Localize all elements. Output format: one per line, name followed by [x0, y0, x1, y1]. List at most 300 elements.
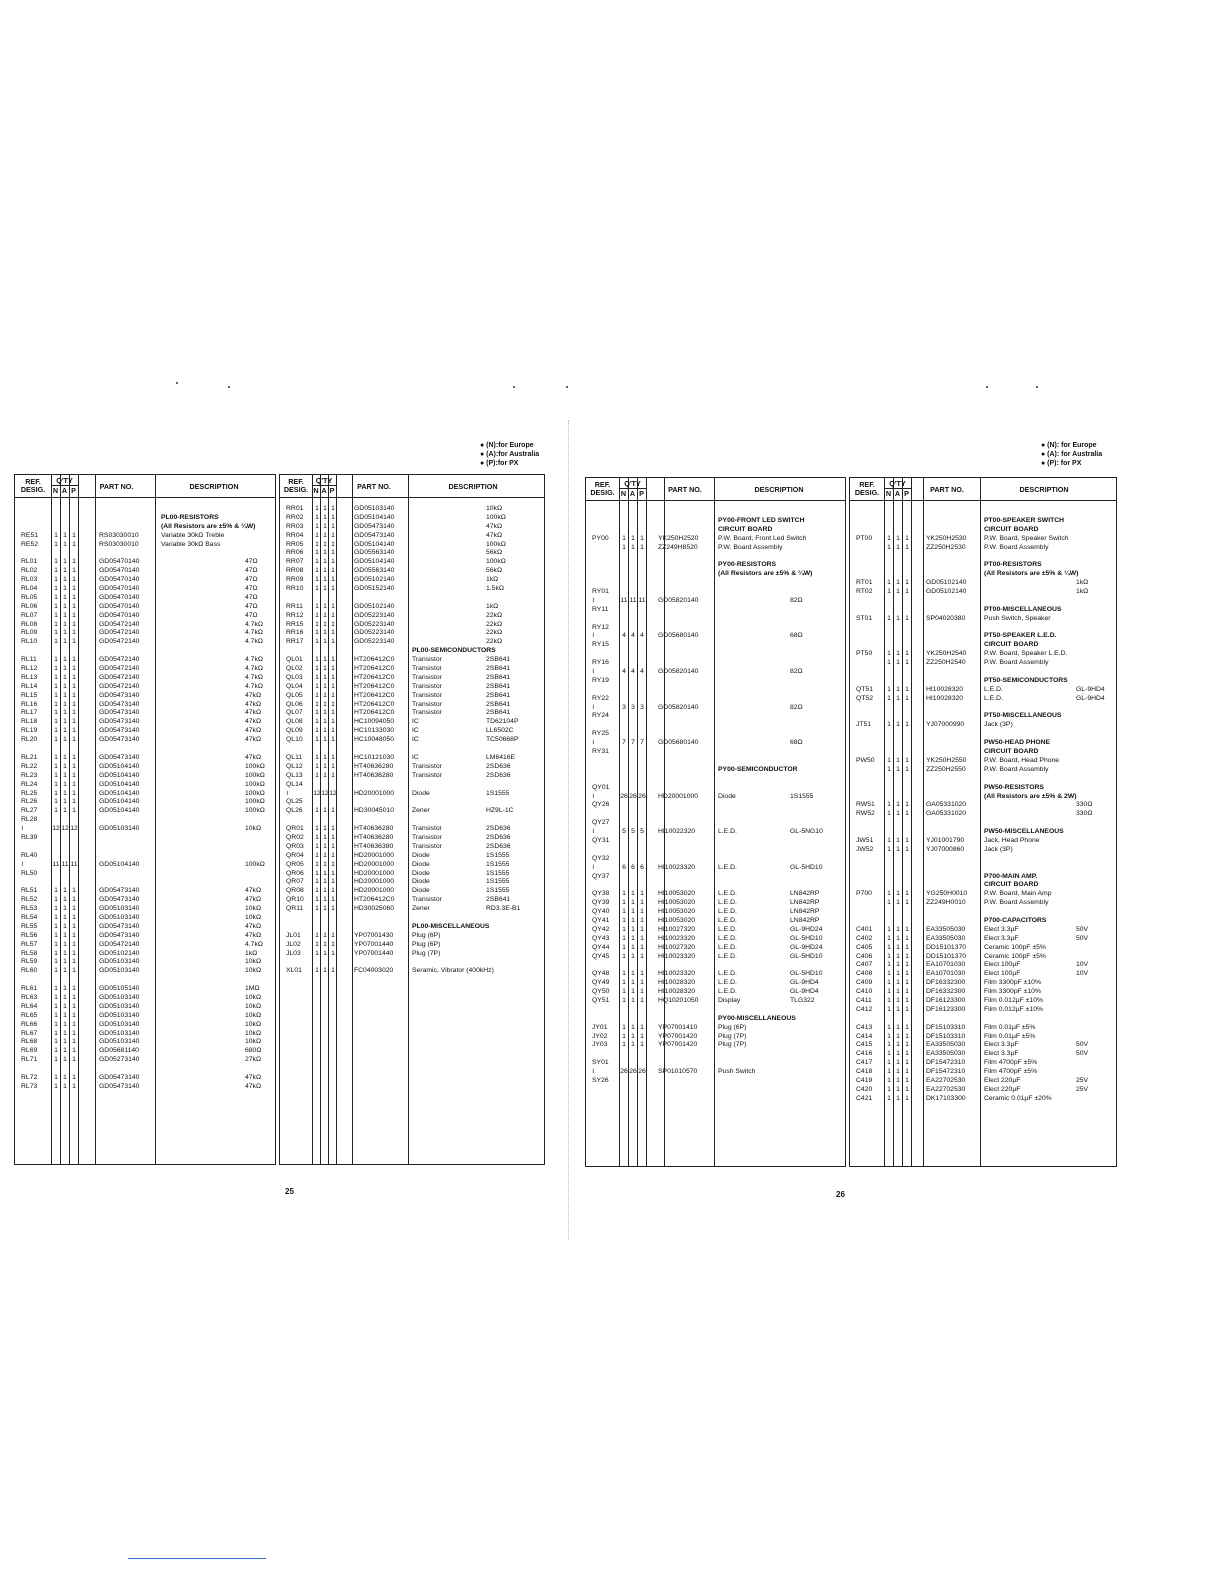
ref-designator: RL64: [21, 1002, 38, 1010]
ref-designator: QR03: [286, 842, 304, 850]
part-description: Elect 100µF: [984, 961, 1021, 969]
ref-designator: RR05: [286, 540, 304, 548]
qty-n: 1: [887, 1041, 891, 1049]
qty-p: 1: [331, 771, 335, 779]
part-description: L.E.D.: [984, 685, 1003, 693]
qty-a: 1: [323, 522, 327, 530]
qty-p: 1: [905, 588, 909, 596]
part-number: HT206412C0: [354, 709, 395, 717]
parts-row: [850, 535, 1116, 544]
parts-row: [850, 704, 1116, 713]
qty-p: 1: [72, 780, 76, 788]
qty-p: 1: [331, 638, 335, 646]
part-description: Elect 3.3µF: [984, 934, 1019, 942]
part-description: Push Switch: [718, 1068, 756, 1076]
ref-designator: JL03: [286, 949, 301, 957]
part-value: 1S1555: [486, 860, 510, 868]
part-description: P.W. Board Assembly: [984, 543, 1049, 551]
ref-designator: RL20: [21, 736, 38, 744]
qty-p: 1: [331, 540, 335, 548]
qty-a: 1: [896, 614, 900, 622]
ref-designator: RL67: [21, 1029, 38, 1037]
qty-n: 1: [315, 549, 319, 557]
part-number: HT40636280: [354, 833, 394, 841]
section-heading: PY00-FRONT LED SWITCH: [718, 516, 805, 524]
qty-n: 1: [315, 949, 319, 957]
parts-row: [280, 896, 544, 905]
parts-row: [850, 668, 1116, 677]
qty-n: 1: [54, 629, 58, 637]
ref-designator: C413: [856, 1023, 873, 1031]
part-number: DF15472310: [926, 1068, 966, 1076]
parts-row: [280, 754, 544, 763]
parts-row: [586, 1006, 845, 1015]
part-value: GL-5HD10: [790, 952, 823, 960]
part-description: Zener: [412, 905, 430, 913]
part-value: 1S1555: [486, 878, 510, 886]
qty-a: 1: [323, 585, 327, 593]
parts-row: [586, 517, 845, 526]
part-number: GD05104140: [354, 513, 395, 521]
parts-row: [15, 1003, 275, 1012]
ref-designator: RW52: [856, 810, 875, 818]
part-number: GD05473140: [99, 727, 140, 735]
qty-p: 1: [331, 878, 335, 886]
qty-n: 1: [622, 996, 626, 1004]
part-number: GD05473140: [99, 718, 140, 726]
part-number: GD05472140: [99, 665, 140, 673]
parts-row: [850, 508, 1116, 517]
parts-row: [586, 686, 845, 695]
qty-p: 1: [72, 949, 76, 957]
parts-row: [586, 561, 845, 570]
parts-row: [280, 950, 544, 959]
ref-designator: RR04: [286, 531, 304, 539]
part-value: 4.7kΩ: [245, 629, 263, 637]
parts-row: [15, 1047, 275, 1056]
part-value: 68Ω: [790, 739, 803, 747]
parts-row: [15, 727, 275, 736]
parts-row: [15, 941, 275, 950]
parts-row: [15, 976, 275, 985]
part-description: Diode: [412, 878, 430, 886]
qty-a: 1: [896, 970, 900, 978]
header-n: N: [620, 489, 627, 498]
part-number: YK250H2520: [658, 534, 699, 542]
parts-row: [280, 532, 544, 541]
parts-row: [586, 641, 845, 650]
ref-designator: ≀: [592, 739, 595, 747]
part-number: GD05103140: [99, 1038, 140, 1046]
part-description: Ceramic 100pF ±5%: [984, 952, 1046, 960]
qty-n: 1: [54, 567, 58, 575]
qty-a: 1: [323, 931, 327, 939]
qty-n: 1: [887, 650, 891, 658]
qty-a: 1: [63, 611, 67, 619]
parts-row: [280, 843, 544, 852]
qty-a: 1: [631, 988, 635, 996]
qty-p: 1: [72, 567, 76, 575]
parts-row: [850, 721, 1116, 730]
parts-row: [586, 668, 845, 677]
qty-a: 1: [323, 540, 327, 548]
section-heading: PT00-SPEAKER SWITCH: [984, 516, 1065, 524]
qty-p: 1: [72, 700, 76, 708]
qty-a: 1: [896, 1077, 900, 1084]
part-description: Transistor: [412, 762, 442, 770]
qty-p: 1: [640, 925, 644, 933]
part-description: Transistor: [412, 656, 442, 664]
part-description: Plug (6P): [412, 931, 441, 939]
ref-designator: RT01: [856, 579, 873, 587]
qty-p: 1: [905, 810, 909, 818]
qty-n: 1: [54, 1082, 58, 1090]
part-number: GD05473140: [99, 736, 140, 744]
part-value: 10kΩ: [245, 1020, 262, 1028]
parts-row: [15, 1065, 275, 1074]
part-number: HI10028320: [926, 694, 964, 702]
ref-designator: C412: [856, 1005, 873, 1013]
qty-a: 1: [323, 807, 327, 815]
qty-p: 3: [640, 703, 644, 711]
part-value: 50V: [1076, 1041, 1089, 1049]
parts-row: [586, 837, 845, 846]
qty-p: 1: [72, 753, 76, 761]
qty-p: 6: [640, 863, 644, 871]
ref-designator: RL66: [21, 1020, 38, 1028]
header-desig: DESIG.: [590, 488, 615, 497]
ref-designator: ≀: [592, 828, 595, 836]
parts-row: [280, 967, 544, 976]
ref-designator: RL65: [21, 1011, 38, 1019]
section-heading: PT50-MISCELLANEOUS: [984, 712, 1062, 720]
part-number: HT206412C0: [354, 700, 395, 708]
qty-p: 1: [640, 952, 644, 960]
qty-n: 1: [887, 979, 891, 987]
parts-row: [15, 745, 275, 754]
part-number: HI10053020: [658, 899, 696, 907]
part-number: HC10133030: [354, 727, 395, 735]
qty-a: 1: [63, 1038, 67, 1046]
parts-row: [586, 704, 845, 713]
ref-designator: C420: [856, 1085, 873, 1093]
part-number: DF16332300: [926, 988, 966, 996]
ref-designator: QL04: [286, 682, 303, 690]
ref-designator: RL73: [21, 1082, 38, 1090]
parts-row: [280, 647, 544, 656]
qty-n: 1: [887, 988, 891, 996]
qty-n: 1: [54, 887, 58, 895]
qty-p: 1: [905, 1050, 909, 1058]
legend-px: ● (P):for PX: [480, 460, 519, 467]
part-description: Film 0.012µF ±10%: [984, 1005, 1044, 1013]
parts-row: [280, 807, 544, 816]
parts-row: [15, 549, 275, 558]
parts-row: [586, 801, 845, 810]
parts-row: [15, 923, 275, 932]
part-description: L.E.D.: [718, 899, 737, 907]
qty-p: 12: [70, 825, 78, 833]
qty-n: 1: [315, 753, 319, 761]
part-number: ZZ250H2540: [926, 659, 966, 667]
parts-row: [850, 908, 1116, 917]
qty-p: 1: [331, 576, 335, 584]
parts-row: [586, 579, 845, 588]
parts-row: [586, 570, 845, 579]
qty-p: 1: [72, 931, 76, 939]
qty-p: 1: [331, 949, 335, 957]
qty-a: 1: [896, 659, 900, 667]
part-value: LN842RP: [790, 899, 820, 907]
qty-n: 1: [54, 771, 58, 779]
part-description: Film 4700pF ±5%: [984, 1068, 1038, 1076]
qty-n: 1: [887, 996, 891, 1004]
qty-p: 1: [640, 916, 644, 924]
qty-p: 1: [331, 558, 335, 566]
part-number: GD05105140: [99, 985, 140, 993]
qty-p: 1: [331, 513, 335, 521]
part-description: L.E.D.: [718, 863, 737, 871]
part-value: 47Ω: [245, 585, 258, 593]
qty-n: 26: [620, 792, 628, 800]
qty-n: 1: [54, 1074, 58, 1081]
part-number: YJ01001790: [926, 836, 965, 844]
qty-divider: [51, 485, 78, 486]
parts-row: [280, 638, 544, 647]
part-number: SP04020380: [926, 614, 966, 622]
qty-n: 12: [313, 789, 321, 797]
ref-designator: QY27: [592, 819, 610, 827]
ref-designator: QL14: [286, 780, 303, 788]
parts-row: [280, 825, 544, 834]
parts-table-3: [585, 477, 846, 1167]
qty-n: 6: [622, 863, 626, 871]
qty-p: 11: [638, 596, 646, 604]
part-number: GD05223140: [354, 638, 395, 646]
part-number: HI10028320: [658, 988, 696, 996]
qty-p: 1: [72, 638, 76, 646]
part-number: HT206412C0: [354, 656, 395, 664]
qty-p: 1: [72, 629, 76, 637]
part-number: HT206412C0: [354, 665, 395, 673]
qty-p: 1: [331, 682, 335, 690]
ref-designator: P700: [856, 890, 872, 898]
section-heading: CIRCUIT BOARD: [718, 525, 773, 533]
parts-row: [850, 757, 1116, 766]
ref-designator: JL01: [286, 931, 301, 939]
ref-designator: JY02: [592, 1032, 608, 1040]
ref-designator: RL59: [21, 958, 38, 966]
qty-a: 1: [631, 916, 635, 924]
qty-n: 1: [54, 638, 58, 646]
part-description: Transistor: [412, 771, 442, 779]
qty-divider: [619, 488, 646, 489]
parts-row: [280, 629, 544, 638]
qty-a: 1: [63, 1047, 67, 1055]
part-value: 47kΩ: [245, 931, 262, 939]
parts-row: [280, 621, 544, 630]
qty-a: 1: [63, 700, 67, 708]
qty-a: 4: [631, 668, 635, 676]
header-part-no: PART NO.: [357, 482, 391, 491]
ref-designator: RY31: [592, 748, 609, 756]
part-value: 25V: [1076, 1077, 1089, 1084]
part-value: 47Ω: [245, 611, 258, 619]
qty-n: 1: [54, 967, 58, 975]
qty-p: 1: [905, 801, 909, 809]
parts-row: [15, 1021, 275, 1030]
part-number: GD05103140: [99, 1020, 140, 1028]
ref-designator: QR07: [286, 878, 304, 886]
part-description: Diode: [412, 860, 430, 868]
section-heading: PT50-SPEAKER L.E.D.: [984, 632, 1057, 640]
part-number: GD05473140: [99, 691, 140, 699]
parts-row: [850, 793, 1116, 802]
part-description: L.E.D.: [718, 952, 737, 960]
qty-a: 1: [631, 934, 635, 942]
qty-n: 1: [887, 934, 891, 942]
part-number: EA33505030: [926, 925, 966, 933]
qty-p: 1: [905, 765, 909, 773]
part-number: GD05680140: [658, 632, 699, 640]
part-number: GD05472140: [99, 940, 140, 948]
qty-p: 1: [905, 836, 909, 844]
section-heading: PW50-HEAD PHONE: [984, 739, 1051, 747]
legend-australia: ● (A):for Australia: [480, 451, 540, 458]
qty-n: 4: [622, 632, 626, 640]
ref-designator: QL10: [286, 736, 303, 744]
qty-n: 1: [315, 851, 319, 859]
parts-row: [850, 579, 1116, 588]
qty-a: 1: [323, 531, 327, 539]
part-number: GD05104140: [99, 798, 140, 806]
parts-row: [15, 1030, 275, 1039]
part-value: 2SD636: [486, 762, 511, 770]
part-description: L.E.D.: [718, 970, 737, 978]
part-description: Transistor: [412, 700, 442, 708]
qty-p: 1: [72, 905, 76, 913]
header-part-no: PART NO.: [668, 485, 702, 494]
parts-row: [586, 775, 845, 784]
part-number: HC10048050: [354, 736, 395, 744]
part-description: Film 3300pF ±10%: [984, 979, 1041, 987]
qty-a: 1: [631, 908, 635, 916]
part-description: Variable 30kΩ Bass: [161, 540, 221, 548]
qty-p: 1: [331, 620, 335, 628]
qty-p: 1: [72, 771, 76, 779]
ref-designator: RL28: [21, 816, 38, 824]
parts-row: [850, 775, 1116, 784]
parts-row: [15, 576, 275, 585]
part-number: YP07001440: [354, 949, 394, 957]
parts-row: [586, 544, 845, 553]
parts-row: [850, 588, 1116, 597]
ref-designator: RL04: [21, 585, 38, 593]
parts-row: [280, 523, 544, 532]
header-p: P: [904, 489, 909, 498]
qty-n: 1: [622, 890, 626, 898]
part-value: GL-9HD24: [790, 943, 823, 951]
parts-rows: [850, 508, 1116, 1104]
qty-n: 1: [54, 922, 58, 930]
qty-a: 1: [63, 620, 67, 628]
ref-designator: JT51: [856, 721, 872, 729]
part-number: GD05104140: [99, 789, 140, 797]
part-number: GD05273140: [99, 1056, 140, 1064]
qty-n: 1: [54, 620, 58, 628]
ref-designator: RL17: [21, 709, 38, 717]
part-value: 2SB641: [486, 665, 511, 673]
header-qty: Q'TY: [56, 476, 73, 485]
part-number: ZZ250H2550: [926, 765, 966, 773]
part-value: 22kΩ: [486, 620, 503, 628]
qty-n: 1: [54, 940, 58, 948]
qty-a: 1: [63, 531, 67, 539]
qty-p: 1: [72, 985, 76, 993]
qty-n: 1: [887, 925, 891, 933]
parts-row: [280, 727, 544, 736]
part-number: ZZ250H2530: [926, 543, 966, 551]
part-number: HD20001000: [354, 851, 395, 859]
part-value: 2SD636: [486, 833, 511, 841]
part-number: HT40636380: [354, 842, 394, 850]
parts-row: [15, 861, 275, 870]
parts-row: [850, 1006, 1116, 1015]
qty-n: 1: [315, 638, 319, 646]
part-description: Display: [718, 996, 741, 1004]
parts-row: [850, 597, 1116, 606]
part-description: Elect 3.3µF: [984, 925, 1019, 933]
qty-n: 1: [315, 585, 319, 593]
section-heading: CIRCUIT BOARD: [984, 748, 1039, 756]
parts-rows: [280, 505, 544, 976]
parts-row: [15, 585, 275, 594]
part-description: Diode: [412, 789, 430, 797]
part-value: 22kΩ: [486, 611, 503, 619]
qty-n: 1: [54, 1029, 58, 1037]
header-desig: DESIG.: [283, 485, 309, 494]
parts-row: [586, 677, 845, 686]
header-description: DESCRIPTION: [1019, 485, 1069, 494]
parts-row: [586, 828, 845, 837]
ref-designator: ≀: [592, 596, 595, 604]
qty-a: 1: [63, 1011, 67, 1019]
ref-designator: RL02: [21, 567, 38, 575]
part-number: GD05102140: [926, 579, 967, 587]
ref-designator: JW52: [856, 845, 874, 853]
qty-p: 1: [640, 1032, 644, 1040]
part-number: HI10022320: [658, 828, 696, 836]
parts-row: [280, 576, 544, 585]
scan-speck: [513, 386, 515, 388]
qty-n: 1: [887, 579, 891, 587]
part-description: Film 0.012µF ±10%: [984, 996, 1044, 1004]
qty-a: 1: [896, 925, 900, 933]
part-description: Transistor: [412, 665, 442, 673]
part-number: HT206412C0: [354, 673, 395, 681]
qty-n: 1: [887, 899, 891, 907]
qty-a: 1: [323, 771, 327, 779]
qty-p: 1: [331, 967, 335, 975]
qty-n: 1: [622, 916, 626, 924]
parts-row: [15, 843, 275, 852]
parts-row: [850, 1059, 1116, 1068]
part-value: GL-5HD10: [790, 934, 823, 942]
qty-p: 1: [331, 718, 335, 726]
qty-a: 1: [323, 753, 327, 761]
ref-designator: C410: [856, 988, 873, 996]
qty-a: 1: [63, 762, 67, 770]
